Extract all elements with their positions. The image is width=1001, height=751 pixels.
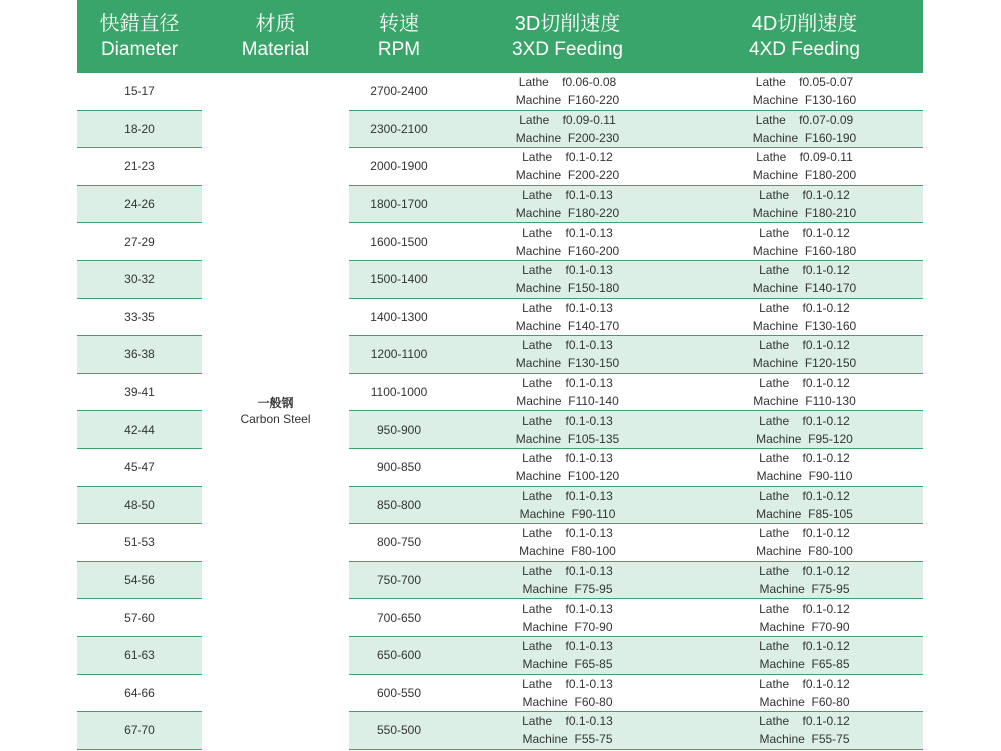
feed-3d-lathe: Lathe f0.09-0.11	[519, 112, 616, 127]
feed-4d-lathe: Lathe f0.1-0.12	[759, 639, 850, 654]
rpm-cell: 800-750	[349, 524, 449, 562]
feed-4d-machine: Machine F65-85	[759, 657, 850, 672]
feed-3d-cell	[449, 374, 686, 412]
rpm-cell: 950-900	[349, 411, 449, 449]
rpm-cell: 850-800	[349, 487, 449, 525]
header-feed-4d	[686, 0, 923, 73]
diameter-cell: 18-20	[77, 111, 202, 149]
feed-3d-cell	[449, 223, 686, 261]
feed-3d-lathe: Lathe f0.1-0.13	[522, 564, 613, 579]
feed-4d-lathe: Lathe f0.1-0.12	[759, 263, 850, 278]
feed-3d-lathe: Lathe f0.1-0.13	[522, 188, 613, 203]
feed-4d-cell	[686, 675, 923, 713]
feed-3d-cell	[449, 186, 686, 224]
feed-4d-cell	[686, 411, 923, 449]
diameter-cell: 67-70	[77, 712, 202, 750]
diameter-cell: 27-29	[77, 223, 202, 261]
feed-4d-cell	[686, 223, 923, 261]
rpm-cell: 2300-2100	[349, 111, 449, 149]
feed-3d-lathe: Lathe f0.06-0.08	[518, 75, 617, 90]
feed-3d-machine: Machine F105-135	[515, 431, 620, 446]
diameter-cell: 36-38	[77, 336, 202, 374]
feed-3d-lathe: Lathe f0.1-0.13	[522, 263, 613, 278]
feed-3d-cell	[449, 411, 686, 449]
feed-4d-lathe: Lathe f0.1-0.12	[759, 526, 850, 541]
feed-3d-cell	[449, 449, 686, 487]
feed-4d-cell	[686, 261, 923, 299]
rpm-cell: 550-500	[349, 712, 449, 750]
header-diameter-en: Diameter	[100, 38, 179, 60]
feed-3d-cell	[449, 599, 686, 637]
diameter-cell: 61-63	[77, 637, 202, 675]
feed-3d-cell	[449, 562, 686, 600]
rpm-cell: 600-550	[349, 675, 449, 713]
feed-3d-machine: Machine F100-120	[515, 469, 620, 484]
feed-3d-machine: Machine F130-150	[515, 356, 620, 371]
feed-3d-machine: Machine F200-220	[515, 168, 620, 183]
rpm-cell: 2700-2400	[349, 73, 449, 111]
feeding-table	[77, 0, 923, 750]
feed-4d-lathe: Lathe f0.1-0.12	[759, 601, 850, 616]
feed-4d-machine: Machine F180-200	[752, 168, 857, 183]
feed-3d-lathe: Lathe f0.1-0.13	[522, 451, 613, 466]
rpm-cell: 750-700	[349, 562, 449, 600]
feed-3d-cell	[449, 712, 686, 750]
feed-3d-machine: Machine F140-170	[515, 318, 620, 333]
feed-4d-machine: Machine F130-160	[752, 93, 857, 108]
feed-3d-machine: Machine F180-220	[515, 206, 620, 221]
header-feed-3d	[449, 0, 686, 73]
header-diameter-cn: 快錯直径	[99, 12, 180, 35]
feed-3d-machine: Machine F55-75	[522, 732, 613, 747]
feed-3d-lathe: Lathe f0.1-0.13	[522, 413, 613, 428]
feed-4d-machine: Machine F120-150	[752, 356, 857, 371]
feed-4d-cell	[686, 186, 923, 224]
feed-4d-machine: Machine F160-190	[752, 130, 857, 145]
feed-4d-machine: Machine F180-210	[752, 206, 857, 221]
feed-3d-lathe: Lathe f0.1-0.13	[522, 601, 613, 616]
feed-3d-cell	[449, 111, 686, 149]
feed-3d-machine: Machine F110-140	[516, 394, 619, 409]
feed-4d-lathe: Lathe f0.1-0.12	[759, 451, 850, 466]
diameter-cell: 21-23	[77, 148, 202, 186]
feed-3d-machine: Machine F60-80	[522, 694, 613, 709]
feed-4d-lathe: Lathe f0.1-0.12	[759, 413, 850, 428]
feed-4d-cell	[686, 449, 923, 487]
material-cell	[202, 73, 349, 750]
rpm-cell: 2000-1900	[349, 148, 449, 186]
feed-3d-machine: Machine F160-200	[515, 243, 620, 258]
feed-3d-lathe: Lathe f0.1-0.13	[522, 300, 613, 315]
header-feed-3d-en: 3XD Feeding	[512, 38, 623, 60]
table-header	[77, 0, 923, 73]
rpm-cell: 700-650	[349, 599, 449, 637]
feed-4d-lathe: Lathe f0.1-0.12	[759, 376, 850, 391]
material-en: Carbon Steel	[240, 412, 311, 427]
rpm-cell: 1400-1300	[349, 299, 449, 337]
rpm-cell: 900-850	[349, 449, 449, 487]
diameter-cell: 57-60	[77, 599, 202, 637]
feed-4d-cell	[686, 599, 923, 637]
feed-4d-cell	[686, 148, 923, 186]
feed-3d-lathe: Lathe f0.1-0.13	[522, 376, 613, 391]
rpm-cell: 1600-1500	[349, 223, 449, 261]
feed-4d-cell	[686, 637, 923, 675]
feed-3d-machine: Machine F65-85	[522, 657, 613, 672]
feed-3d-lathe: Lathe f0.1-0.13	[522, 714, 613, 729]
feed-4d-machine: Machine F55-75	[759, 732, 850, 747]
header-rpm	[349, 0, 449, 73]
feed-4d-cell	[686, 712, 923, 750]
feed-4d-cell	[686, 374, 923, 412]
feed-4d-lathe: Lathe f0.05-0.07	[755, 75, 854, 90]
header-feed-4d-cn: 4D切削速度	[751, 12, 858, 35]
feed-4d-cell	[686, 299, 923, 337]
feed-3d-cell	[449, 73, 686, 111]
feed-4d-lathe: Lathe f0.1-0.12	[759, 714, 850, 729]
diameter-cell: 33-35	[77, 299, 202, 337]
diameter-cell: 48-50	[77, 487, 202, 525]
feed-4d-machine: Machine F140-170	[752, 281, 857, 296]
feed-3d-machine: Machine F70-90	[522, 619, 613, 634]
feed-4d-machine: Machine F160-180	[752, 243, 857, 258]
rpm-cell: 1800-1700	[349, 186, 449, 224]
header-feed-4d-en: 4XD Feeding	[749, 38, 860, 60]
feed-4d-machine: Machine F90-110	[756, 469, 853, 484]
table-body	[77, 73, 923, 750]
feed-4d-lathe: Lathe f0.1-0.12	[759, 488, 850, 503]
feed-4d-cell	[686, 336, 923, 374]
feed-4d-cell	[686, 73, 923, 111]
feed-4d-lathe: Lathe f0.1-0.12	[759, 338, 850, 353]
feed-4d-lathe: Lathe f0.1-0.12	[759, 676, 850, 691]
feed-3d-lathe: Lathe f0.1-0.13	[522, 526, 613, 541]
feed-3d-lathe: Lathe f0.1-0.13	[522, 488, 613, 503]
feed-4d-cell	[686, 562, 923, 600]
material-cn: 一般钢	[257, 396, 294, 411]
feed-4d-machine: Machine F130-160	[752, 318, 857, 333]
header-feed-3d-cn: 3D切削速度	[514, 12, 621, 35]
feed-4d-cell	[686, 487, 923, 525]
feed-4d-lathe: Lathe f0.1-0.12	[759, 188, 850, 203]
feed-3d-machine: Machine F200-230	[515, 130, 620, 145]
feed-4d-machine: Machine F60-80	[759, 694, 850, 709]
feed-3d-cell	[449, 299, 686, 337]
diameter-cell: 45-47	[77, 449, 202, 487]
feed-3d-machine: Machine F160-220	[515, 93, 620, 108]
header-diameter	[77, 0, 202, 73]
diameter-cell: 24-26	[77, 186, 202, 224]
feed-3d-machine: Machine F75-95	[522, 582, 613, 597]
diameter-cell: 64-66	[77, 675, 202, 713]
feed-3d-cell	[449, 524, 686, 562]
feed-4d-lathe: Lathe f0.07-0.09	[755, 112, 854, 127]
feed-4d-lathe: Lathe f0.1-0.12	[759, 225, 850, 240]
diameter-cell: 15-17	[77, 73, 202, 111]
diameter-cell: 30-32	[77, 261, 202, 299]
diameter-cell: 42-44	[77, 411, 202, 449]
feed-3d-lathe: Lathe f0.1-0.13	[522, 639, 613, 654]
feed-4d-lathe: Lathe f0.1-0.12	[759, 564, 850, 579]
feed-4d-machine: Machine F70-90	[759, 619, 850, 634]
header-material-en: Material	[241, 38, 310, 60]
diameter-cell: 51-53	[77, 524, 202, 562]
feed-4d-lathe: Lathe f0.1-0.12	[759, 300, 850, 315]
feed-3d-cell	[449, 487, 686, 525]
feed-4d-machine: Machine F85-105	[756, 506, 853, 521]
rpm-cell: 1500-1400	[349, 261, 449, 299]
feed-3d-lathe: Lathe f0.1-0.12	[522, 150, 613, 165]
feed-3d-machine: Machine F150-180	[515, 281, 620, 296]
feed-3d-cell	[449, 637, 686, 675]
feed-4d-lathe: Lathe f0.09-0.11	[756, 150, 853, 165]
header-material	[202, 0, 349, 73]
feed-3d-cell	[449, 148, 686, 186]
feed-4d-cell	[686, 524, 923, 562]
feed-3d-lathe: Lathe f0.1-0.13	[522, 338, 613, 353]
rpm-cell: 1100-1000	[349, 374, 449, 412]
feed-3d-cell	[449, 336, 686, 374]
header-rpm-cn: 转速	[379, 12, 419, 35]
feed-4d-machine: Machine F75-95	[759, 582, 850, 597]
feed-3d-machine: Machine F80-100	[519, 544, 616, 559]
feed-4d-machine: Machine F95-120	[756, 431, 853, 446]
header-material-cn: 材质	[255, 12, 296, 35]
feed-3d-cell	[449, 675, 686, 713]
feed-4d-cell	[686, 111, 923, 149]
feed-3d-cell	[449, 261, 686, 299]
diameter-cell: 54-56	[77, 562, 202, 600]
feed-3d-lathe: Lathe f0.1-0.13	[522, 225, 613, 240]
feed-3d-lathe: Lathe f0.1-0.13	[522, 676, 613, 691]
rpm-cell: 1200-1100	[349, 336, 449, 374]
feed-3d-machine: Machine F90-110	[519, 506, 616, 521]
diameter-cell: 39-41	[77, 374, 202, 412]
rpm-cell: 650-600	[349, 637, 449, 675]
feed-4d-machine: Machine F80-100	[756, 544, 853, 559]
header-rpm-en: RPM	[377, 38, 421, 60]
feed-4d-machine: Machine F110-130	[753, 394, 856, 409]
